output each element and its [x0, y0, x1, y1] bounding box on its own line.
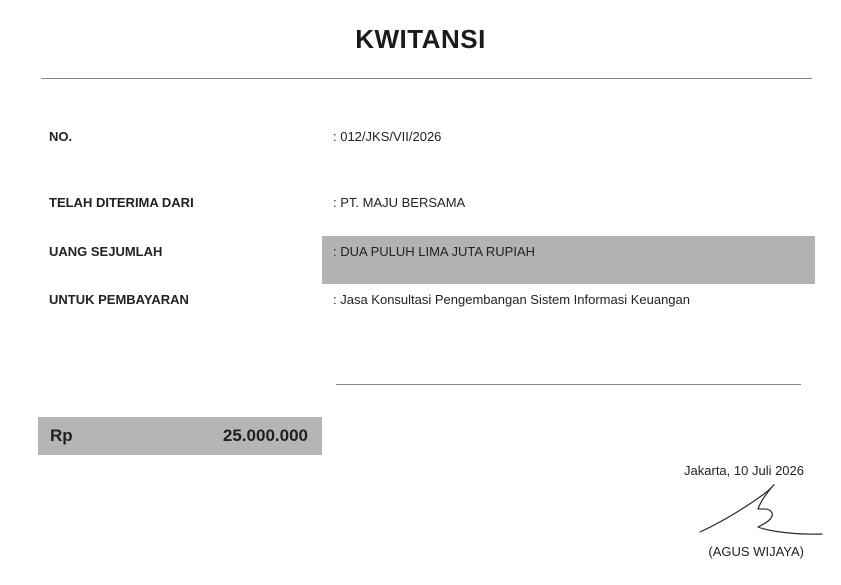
receipt-number-value: : 012/JKS/VII/2026: [333, 129, 442, 144]
payment-purpose-value: : Jasa Konsultasi Pengembangan Sistem Informasi Keuangan: [333, 292, 690, 307]
header-divider: [41, 78, 812, 79]
section-divider: [336, 384, 801, 385]
receipt-number-label: NO.: [49, 129, 73, 144]
signature-image: [696, 481, 826, 539]
receipt-title: KWITANSI: [355, 24, 486, 54]
payment-purpose-label: UNTUK PEMBAYARAN: [49, 292, 189, 307]
received-from-value: : PT. MAJU BERSAMA: [333, 195, 466, 210]
amount-currency: Rp: [50, 426, 73, 445]
amount-in-words-value: : DUA PULUH LIMA JUTA RUPIAH: [333, 244, 536, 259]
received-from-label: TELAH DITERIMA DARI: [49, 195, 194, 210]
amount-box: [38, 417, 322, 455]
amount-in-words-label: UANG SEJUMLAH: [49, 244, 163, 259]
place-date: Jakarta, 10 Juli 2026: [684, 463, 804, 478]
signer-name: (AGUS WIJAYA): [708, 544, 804, 559]
amount-value: 25.000.000: [222, 426, 308, 445]
